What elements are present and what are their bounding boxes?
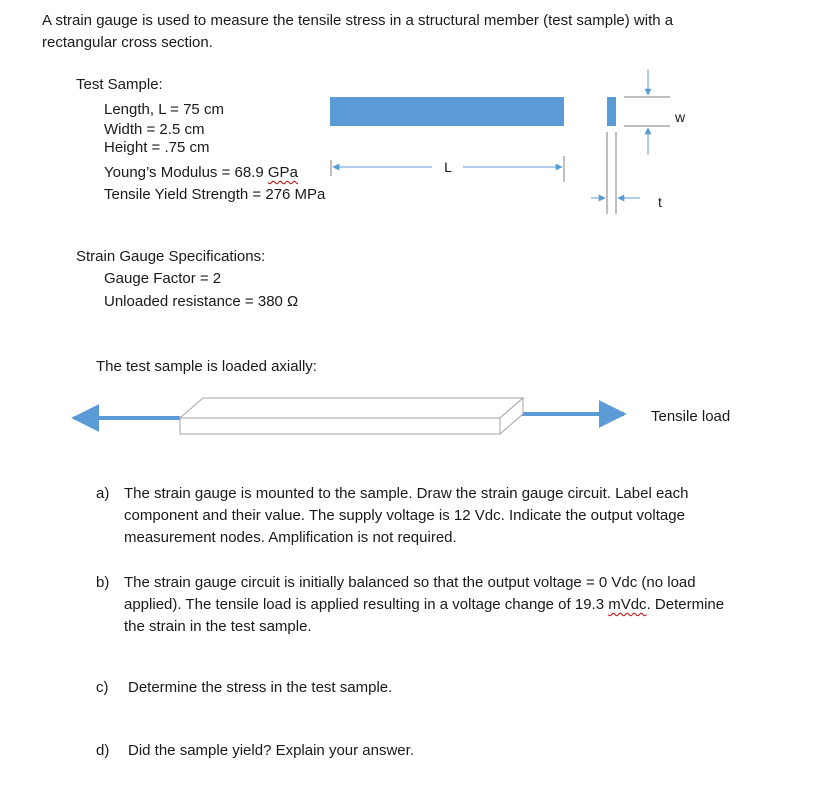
question-c-text: Determine the stress in the test sample. bbox=[128, 679, 393, 696]
question-b-label: b) bbox=[96, 574, 110, 591]
question-d-label: d) bbox=[96, 742, 110, 759]
question-b-line-2-text: applied). The tensile load is applied resulting in a voltage change of 19.3 bbox=[124, 596, 609, 613]
question-b-text bbox=[124, 572, 724, 638]
question-a-line-3: measurement nodes. Amplification is not required. bbox=[124, 529, 457, 546]
test-sample-heading: Test Sample: bbox=[76, 76, 163, 93]
loading-caption: The test sample is loaded axially: bbox=[96, 358, 317, 375]
sample-bar-side-view bbox=[330, 97, 564, 126]
tensile-load-label: Tensile load bbox=[651, 408, 731, 425]
question-c-label: c) bbox=[96, 679, 109, 696]
gauge-specs-heading: Strain Gauge Specifications: bbox=[76, 248, 266, 265]
tensile-yield-spec: Tensile Yield Strength = 276 MPa bbox=[104, 186, 326, 203]
width-spec: Width = 2.5 cm bbox=[104, 121, 205, 138]
question-b-line-1: The strain gauge circuit is initially balanced so that the output voltage = 0 Vdc (no load bbox=[124, 574, 696, 591]
intro-line-1: A strain gauge is used to measure the tensile stress in a structural member (test sample) with a bbox=[42, 12, 674, 29]
question-b bbox=[96, 572, 796, 638]
length-spec: Length, L = 75 cm bbox=[104, 101, 224, 118]
question-a-line-2: component and their value. The supply voltage is 12 Vdc. Indicate the output voltage bbox=[124, 507, 685, 524]
height-spec: Height = .75 cm bbox=[104, 139, 210, 156]
question-a-label: a) bbox=[96, 485, 110, 502]
intro-line-2: rectangular cross section. bbox=[42, 34, 213, 51]
question-b-line-2-end: . Determine bbox=[646, 596, 725, 613]
question-b-line-2 bbox=[124, 594, 724, 616]
sample-bar-3d bbox=[180, 398, 523, 434]
question-a bbox=[96, 483, 796, 549]
width-label: w bbox=[674, 109, 686, 125]
question-a-line-1: The strain gauge is mounted to the sample. Draw the strain gauge circuit. Label each bbox=[124, 485, 689, 502]
length-label: L bbox=[444, 159, 452, 175]
question-d-text: Did the sample yield? Explain your answer. bbox=[128, 742, 414, 759]
unloaded-resistance-spec: Unloaded resistance = 380 Ω bbox=[104, 293, 299, 310]
question-b-line-3: the strain in the test sample. bbox=[124, 618, 312, 635]
youngs-modulus-unit: GPa bbox=[267, 164, 298, 181]
sample-bar-end-view bbox=[607, 97, 616, 126]
youngs-modulus-text: Young’s Modulus = 68.9 bbox=[104, 164, 268, 181]
question-d bbox=[96, 740, 796, 762]
gauge-factor-spec: Gauge Factor = 2 bbox=[104, 270, 222, 287]
question-c bbox=[96, 677, 796, 699]
question-b-unit: mVdc bbox=[608, 596, 647, 613]
question-a-text bbox=[124, 483, 689, 549]
thickness-label: t bbox=[658, 194, 662, 210]
